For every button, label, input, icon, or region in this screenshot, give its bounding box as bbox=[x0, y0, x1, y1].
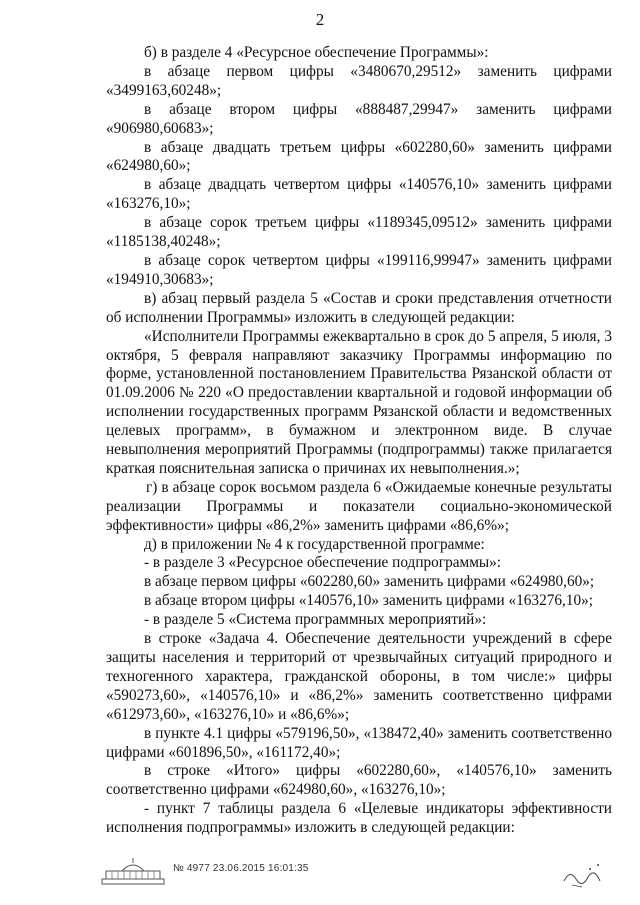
paragraph: б) в разделе 4 «Ресурсное обеспечение Программы»: bbox=[144, 44, 489, 61]
page-footer bbox=[100, 857, 640, 897]
paragraph: в абзаце втором цифры «888487,29947» заменить цифрами «906980,60683»; bbox=[106, 100, 612, 137]
government-building-icon bbox=[100, 857, 166, 887]
paragraph: в) абзац первый раздела 5 «Состав и сроки представления отчетности об исполнении Программы» изложить в следующей редакции: bbox=[106, 289, 612, 326]
paragraph: в абзаце сорок четвертом цифры «199116,99947» заменить цифрами «194910,30683»; bbox=[106, 251, 612, 288]
paragraph: в абзаце двадцать третьем цифры «602280,60» заменить цифрами «624980,60»; bbox=[106, 138, 612, 175]
paragraph: в абзаце двадцать четвертом цифры «140576,10» заменить цифрами «163276,10»; bbox=[106, 176, 612, 213]
document-stamp: № 4977 23.06.2015 16:01:35 bbox=[173, 863, 309, 874]
paragraph: - в разделе 5 «Система программных мероприятий»: bbox=[144, 611, 487, 629]
paragraph: в абзаце первом цифры «602280,60» заменить цифрами «624980,60»; bbox=[144, 573, 595, 591]
page-number: 2 bbox=[315, 10, 325, 29]
paragraph: в строке «Задача 4. Обеспечение деятельности учреждений в сфере защиты населения и территорий от чрезвычайных ситуаций природного и техногенного характера, гражданской обороны, в том числе:» цифры «590273,60», «140576,10» и «86,2%» заменить соответственно цифрами «612973,60», «163276,10» и «86,6%»; bbox=[106, 630, 612, 723]
paragraph: д) в приложении № 4 к государственной программе: bbox=[144, 535, 485, 553]
paragraph: в строке «Итого» цифры «602280,60», «140576,10» заменить соответственно цифрами «624980,60», «163276,10»; bbox=[106, 762, 612, 799]
paragraph: в абзаце втором цифры «140576,10» заменить цифрами «163276,10»; bbox=[144, 592, 594, 610]
paragraph: в абзаце сорок третьем цифры «1189345,09512» заменить цифрами «1185138,40248»; bbox=[106, 214, 612, 251]
document-body bbox=[106, 44, 612, 838]
paragraph: - в разделе 3 «Ресурсное обеспечение подпрограммы»: bbox=[144, 554, 502, 572]
quoted-paragraph: «Исполнители Программы ежеквартально в срок до 5 апреля, 5 июля, 3 октября, 5 февраля направляют заказчику Программы информацию по форме, установленной постановлением Правительства Рязанской области от 01.09.2006 № 220 «О предоставлении квартальной и годовой информации об исполнении государственных программ Рязанской области и ведомственных целевых программ», в бумажном и электронном виде. В случае невыполнения мероприятий Программы (подпрограммы) также прилагается краткая пояснительная записка о причинах их невыполнения.»; bbox=[106, 327, 612, 477]
paragraph: в пункте 4.1 цифры «579196,50», «138472,40» заменить соответственно цифрами «601896,50», «161172,40»; bbox=[106, 724, 612, 761]
signature-mark bbox=[560, 859, 610, 889]
paragraph: г) в абзаце сорок восьмом раздела 6 «Ожидаемые конечные результаты реализации Программы и показатели социально-экономической эффективности» цифры «86,2%» заменить цифрами «86,6%»; bbox=[106, 478, 612, 534]
paragraph: - пункт 7 таблицы раздела 6 «Целевые индикаторы эффективности исполнения подпрограммы» изложить в следующей редакции: bbox=[106, 800, 612, 837]
paragraph: в абзаце первом цифры «3480670,29512» заменить цифрами «3499163,60248»; bbox=[106, 62, 612, 99]
